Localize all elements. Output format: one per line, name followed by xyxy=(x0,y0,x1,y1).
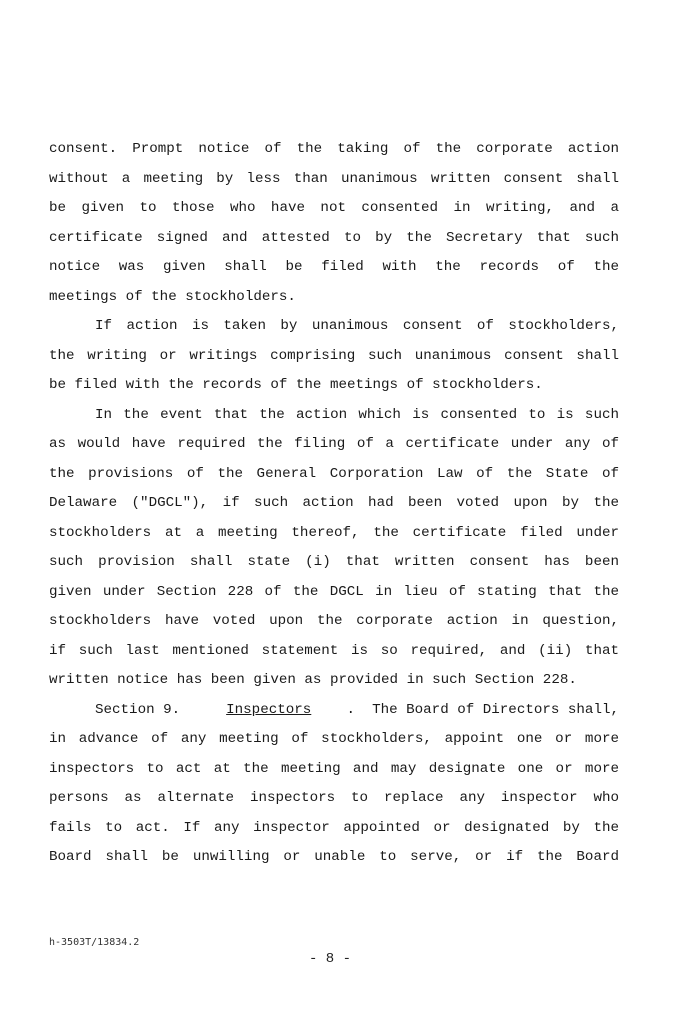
text-line: be filed with the records of the meetings of stockholders. xyxy=(49,377,543,393)
text-line: the provisions of the General Corporation Law of the State of xyxy=(49,465,619,482)
body-text xyxy=(49,135,619,873)
text-line: certificate signed and attested to by the Secretary that such xyxy=(49,229,619,246)
text-line: be given to those who have not consented in writing, and a xyxy=(49,200,619,216)
text-line: the writing or writings comprising such unanimous consent shall xyxy=(49,347,619,364)
text-line: inspectors to act at the meeting and may designate one or more xyxy=(49,760,619,777)
text-line: If action is taken by unanimous consent of stockholders, xyxy=(95,318,619,334)
text-line: fails to act. If any inspector appointed or designated by the xyxy=(49,819,619,836)
section-heading-line xyxy=(49,696,619,726)
text-line: without a meeting by less than unanimous written consent shall xyxy=(49,170,619,187)
page-number: - 8 - xyxy=(308,951,351,967)
section-title: Inspectors xyxy=(226,701,312,718)
text-line: such provision shall state (i) that written consent has been xyxy=(49,554,619,570)
text-line: written notice has been given as provided in such Section 228. xyxy=(49,672,577,688)
text-line: Board shall be unwilling or unable to serve, or if the Board xyxy=(49,849,619,865)
text-line: given under Section 228 of the DGCL in lieu of stating that the xyxy=(49,583,619,600)
text-line: as would have required the filing of a certificate under any of xyxy=(49,436,619,452)
text-line: In the event that the action which is consented to is such xyxy=(95,406,619,423)
text-line: persons as alternate inspectors to replace any inspector who xyxy=(49,790,619,806)
section-heading-rest: . The Board of Directors shall, xyxy=(346,701,619,718)
document-id: h-3503T/13834.2 xyxy=(49,937,140,948)
text-line: if such last mentioned statement is so required, and (ii) that xyxy=(49,642,619,659)
text-line: consent. Prompt notice of the taking of the corporate action xyxy=(49,141,619,157)
section-label: Section 9. xyxy=(95,701,181,718)
text-line: stockholders have voted upon the corporate action in question, xyxy=(49,613,619,629)
text-line: notice was given shall be filed with the records of the xyxy=(49,259,619,275)
text-line: stockholders at a meeting thereof, the certificate filed under xyxy=(49,524,619,541)
text-line: in advance of any meeting of stockholders, appoint one or more xyxy=(49,731,619,747)
text-line: Delaware ("DGCL"), if such action had been voted upon by the xyxy=(49,495,619,511)
text-line: meetings of the stockholders. xyxy=(49,288,296,305)
